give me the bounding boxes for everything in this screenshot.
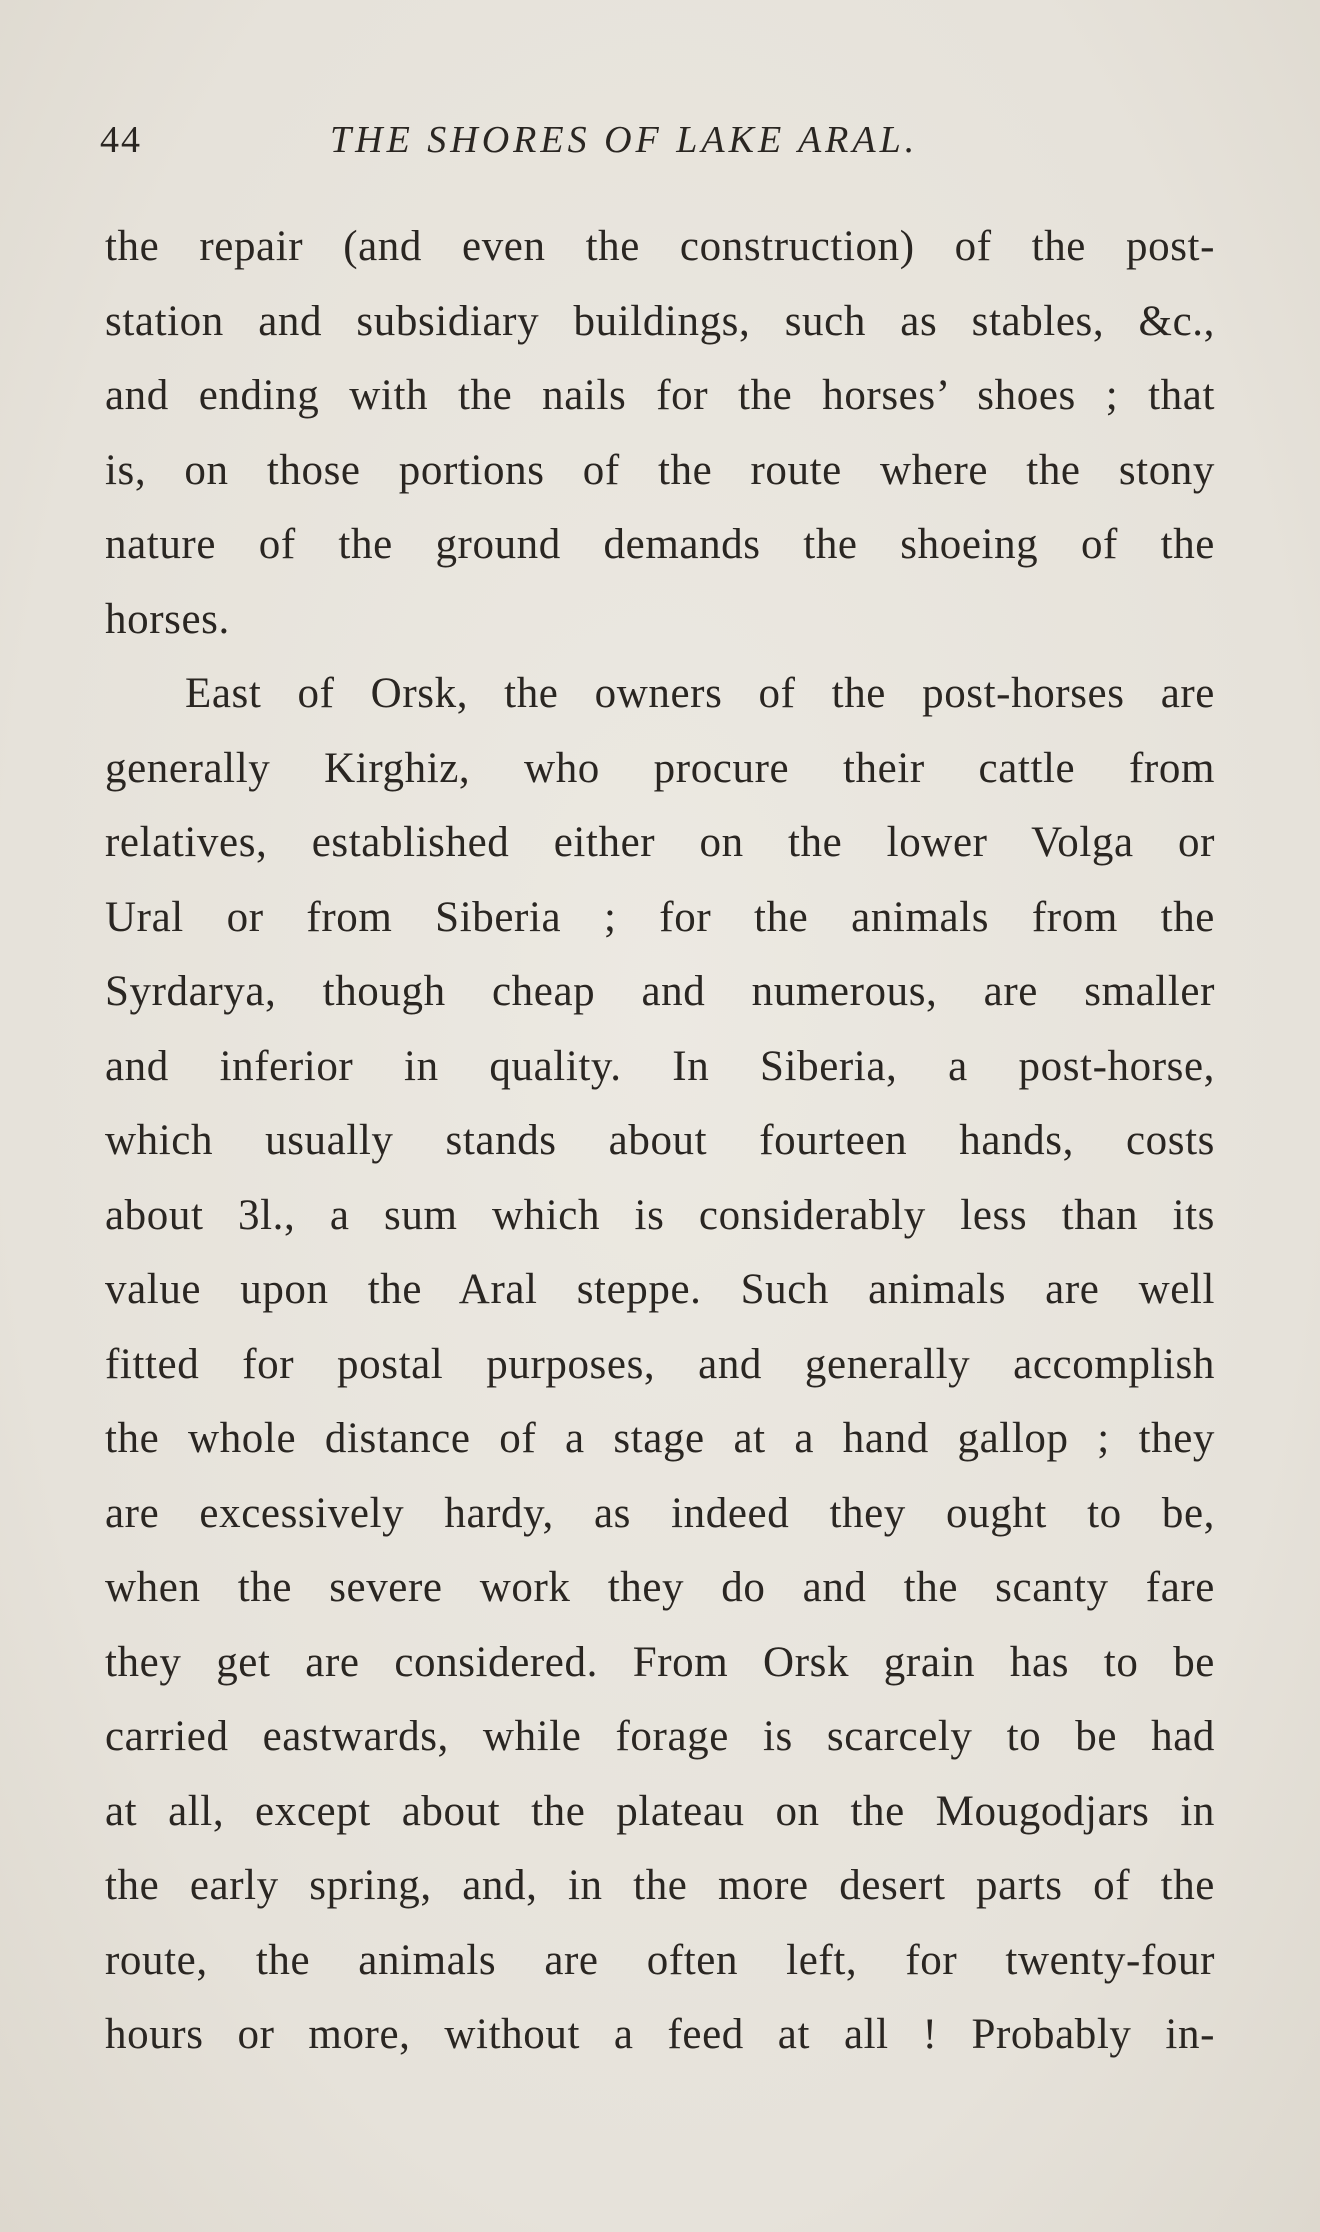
text-line: they get are considered. From Orsk grain has to be [105,1638,1215,1686]
text-line: route, the animals are often left, for twenty-four [105,1936,1215,1984]
text-line: value upon the Aral steppe. Such animals are well [105,1266,1215,1313]
text-line: is, on those portions of the route where the stony [105,446,1215,494]
page-number: 44 [100,119,142,161]
text-line: are excessively hardy, as indeed they ought to be, [105,1489,1215,1537]
text-line: the repair (and even the construction) of the post- [105,223,1215,270]
body-text [105,210,1215,2073]
text-line: the whole distance of a stage at a hand gallop ; they [105,1415,1215,1462]
text-line: horses. [105,595,230,643]
text-line: station and subsidiary buildings, such as stables, &c., [105,297,1215,345]
text-line: and inferior in quality. In Siberia, a post-horse, [105,1042,1215,1090]
text-line: about 3l., a sum which is considerably less than its [105,1191,1215,1239]
text-line: Syrdarya, though cheap and numerous, are smaller [105,968,1215,1015]
text-line: and ending with the nails for the horses’ shoes ; that [105,372,1215,419]
text-line: relatives, established either on the lower Volga or [105,819,1215,866]
text-line: the early spring, and, in the more desert parts of the [105,1862,1215,1909]
text-line: which usually stands about fourteen hands, costs [105,1117,1215,1164]
text-line: hours or more, without a feed at all ! Probably in- [105,2011,1215,2058]
text-line: Ural or from Siberia ; for the animals from the [105,893,1215,941]
page-header [100,118,1220,168]
paragraph-1 [105,210,1215,657]
text-line: at all, except about the plateau on the Mougodjars in [105,1787,1215,1835]
text-line: East of Orsk, the owners of the post-horses are [185,670,1215,717]
paragraph-2 [105,657,1215,2073]
text-line: nature of the ground demands the shoeing of the [105,521,1215,568]
text-line: carried eastwards, while forage is scarcely to be had [105,1713,1215,1760]
text-line: when the severe work they do and the scanty fare [105,1564,1215,1611]
text-line: generally Kirghiz, who procure their cattle from [105,744,1215,792]
running-title: THE SHORES OF LAKE ARAL. [330,119,919,161]
text-line: fitted for postal purposes, and generally accomplish [105,1340,1215,1388]
